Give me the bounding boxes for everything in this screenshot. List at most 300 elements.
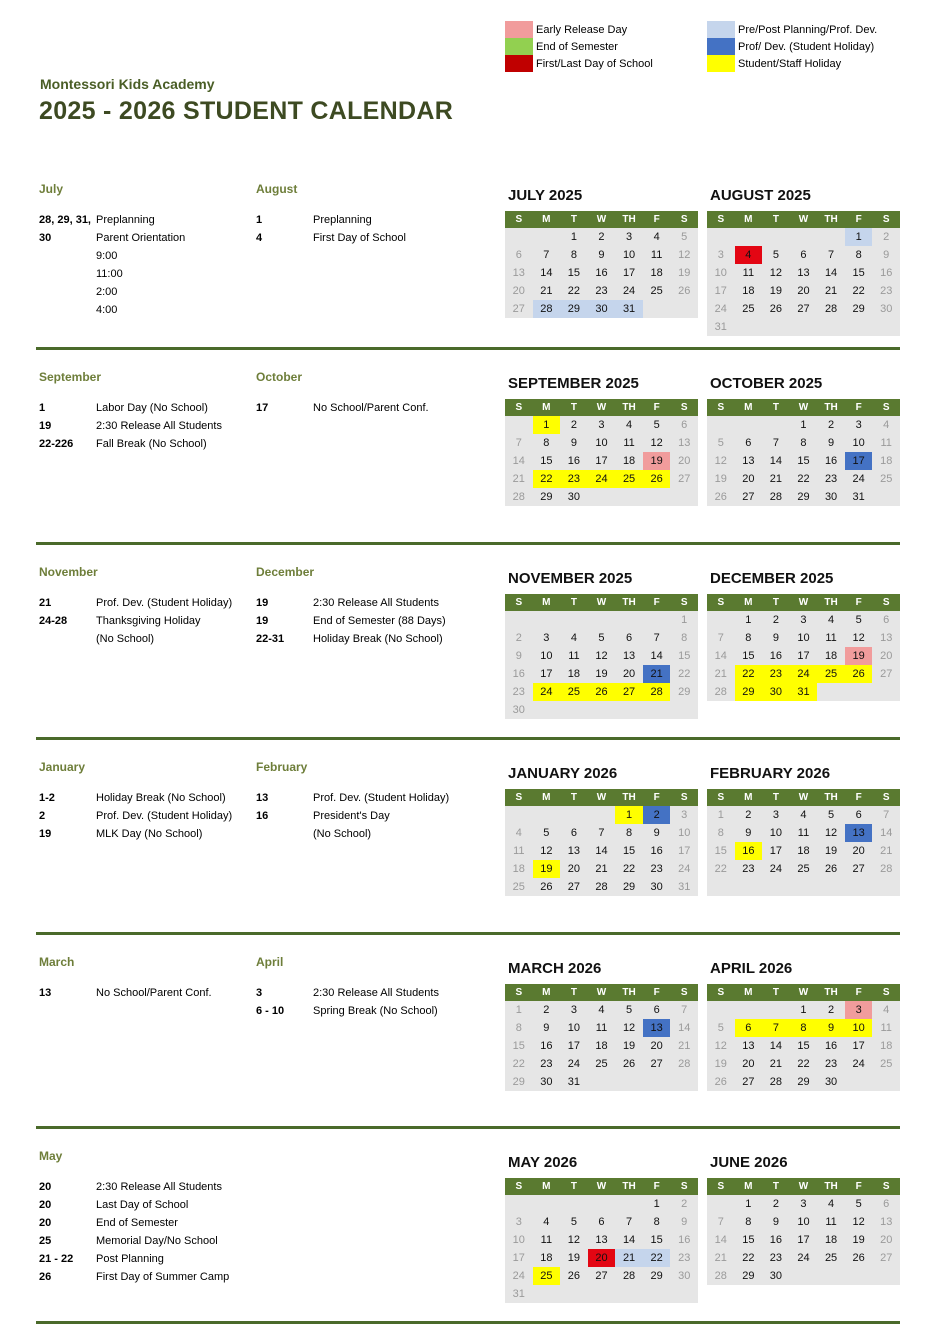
day-cell: 15 <box>622 845 636 857</box>
day-cell <box>790 878 818 896</box>
day-cell: 19 <box>769 285 783 297</box>
day-cell: 12 <box>852 632 865 644</box>
event-list <box>256 792 471 846</box>
day-cell: 18 <box>540 1252 553 1264</box>
day-cell <box>872 1267 900 1285</box>
weekday-header: S <box>707 594 735 611</box>
month-heading: March <box>39 955 75 969</box>
day-cell: 29 <box>540 491 553 503</box>
day-cell: 24 <box>852 1058 865 1070</box>
day-cell: 21 <box>769 473 783 485</box>
day-cell: 13 <box>567 845 581 857</box>
event-row <box>39 1235 254 1253</box>
day-cell: 26 <box>852 1252 865 1264</box>
day-cell: 8 <box>681 632 688 644</box>
day-cell: 3 <box>570 1004 577 1016</box>
event-date: 22-226 <box>39 438 74 450</box>
day-cell <box>735 318 763 336</box>
day-cell: 23 <box>824 1058 838 1070</box>
day-cell: 5 <box>626 1004 633 1016</box>
calendar-grid <box>707 399 900 506</box>
event-row <box>39 232 254 250</box>
day-cell: 30 <box>650 881 663 893</box>
day-cell: 25 <box>797 863 810 875</box>
calendar-grid <box>707 594 900 701</box>
legend-label: Pre/Post Planning/Prof. Dev. <box>738 23 878 36</box>
day-cell: 25 <box>595 1058 608 1070</box>
day-cell <box>588 488 616 506</box>
weekday-header: S <box>707 211 735 228</box>
weekday-header: F <box>845 1178 873 1195</box>
day-cell: 16 <box>769 1234 783 1246</box>
weekday-header: W <box>790 1178 818 1195</box>
day-cell: 19 <box>567 1252 581 1264</box>
day-cell: 29 <box>512 1076 525 1088</box>
day-cell: 18 <box>595 1040 608 1052</box>
event-row <box>256 633 471 651</box>
weekday-header: S <box>505 211 533 228</box>
day-cell: 11 <box>595 1022 608 1034</box>
day-cell <box>872 318 900 336</box>
month-heading: November <box>39 565 98 579</box>
day-cell: 24 <box>512 1270 525 1282</box>
day-cell: 27 <box>512 303 525 315</box>
event-date: 28, 29, 31, <box>39 214 91 226</box>
day-cell: 23 <box>742 863 755 875</box>
event-description: Holiday Break (No School) <box>96 792 226 804</box>
month-calendar <box>505 1148 698 1303</box>
day-cell: 21 <box>540 285 553 297</box>
day-cell: 7 <box>762 1019 790 1037</box>
day-cell: 25 <box>533 1267 561 1285</box>
day-cell: 16 <box>678 1234 691 1246</box>
day-cell <box>707 1001 735 1019</box>
day-cell: 12 <box>824 827 838 839</box>
event-row <box>256 232 471 250</box>
day-cell: 26 <box>714 491 727 503</box>
legend-item-prof-dev <box>707 38 874 55</box>
day-cell: 18 <box>880 1040 893 1052</box>
day-cell: 31 <box>567 1076 581 1088</box>
day-cell: 9 <box>772 1216 779 1228</box>
month-heading: July <box>39 182 64 196</box>
day-cell: 31 <box>512 1288 525 1300</box>
month-heading: August <box>256 182 298 196</box>
day-cell: 7 <box>883 809 890 821</box>
day-cell <box>872 683 900 701</box>
day-cell: 13 <box>742 1040 755 1052</box>
day-cell: 6 <box>745 437 752 449</box>
day-cell <box>735 228 763 246</box>
section-divider <box>36 737 900 740</box>
day-cell: 24 <box>852 473 865 485</box>
day-cell: 26 <box>540 881 553 893</box>
day-cell: 12 <box>769 267 783 279</box>
legend-swatch <box>505 55 533 72</box>
event-date: 1-2 <box>39 792 55 804</box>
day-cell <box>762 228 790 246</box>
weekday-header: F <box>845 399 873 416</box>
day-cell: 11 <box>742 267 755 279</box>
day-cell: 9 <box>570 437 577 449</box>
day-cell: 17 <box>769 845 783 857</box>
day-cell: 11 <box>540 1234 553 1246</box>
day-cell: 26 <box>643 470 671 488</box>
event-description: Prof. Dev. (Student Holiday) <box>96 597 233 609</box>
day-cell <box>790 1267 818 1285</box>
day-cell: 18 <box>567 668 581 680</box>
day-cell: 28 <box>824 303 838 315</box>
day-cell <box>817 683 845 701</box>
day-cell: 14 <box>769 1040 783 1052</box>
day-cell: 30 <box>567 491 581 503</box>
day-cell: 23 <box>595 285 608 297</box>
event-description: Parent Orientation <box>96 232 186 244</box>
day-cell <box>845 683 873 701</box>
month-calendar <box>707 564 900 701</box>
calendar-grid <box>505 399 698 506</box>
day-cell: 22 <box>622 863 636 875</box>
event-date: 21 - 22 <box>39 1253 74 1265</box>
day-cell <box>817 228 845 246</box>
weekday-header: M <box>735 399 763 416</box>
day-cell <box>643 1285 671 1303</box>
event-row <box>39 597 254 615</box>
event-date: 16 <box>256 810 269 822</box>
weekday-header: TH <box>817 594 845 611</box>
month-heading: September <box>39 370 102 384</box>
day-cell: 30 <box>824 1076 838 1088</box>
day-cell: 7 <box>626 1216 633 1228</box>
day-cell <box>817 1267 845 1285</box>
event-row <box>39 1271 254 1289</box>
month-heading: December <box>256 565 315 579</box>
day-cell: 25 <box>880 473 893 485</box>
weekday-header: S <box>872 1178 900 1195</box>
day-cell: 15 <box>742 650 755 662</box>
day-cell: 16 <box>735 842 763 860</box>
day-cell <box>670 701 698 719</box>
day-cell: 18 <box>824 650 838 662</box>
day-cell: 23 <box>824 473 838 485</box>
legend-item-holiday <box>707 55 841 72</box>
day-cell: 23 <box>540 1058 553 1070</box>
day-cell: 11 <box>880 1022 892 1034</box>
day-cell <box>707 878 735 896</box>
day-cell: 17 <box>622 267 636 279</box>
day-cell: 21 <box>643 665 671 683</box>
day-cell: 2 <box>643 806 671 824</box>
day-cell: 16 <box>824 1040 838 1052</box>
day-cell: 15 <box>678 650 691 662</box>
day-cell <box>762 416 790 434</box>
day-cell: 12 <box>714 1040 727 1052</box>
event-description: Labor Day (No School) <box>96 402 208 414</box>
day-cell <box>643 1073 671 1091</box>
day-cell <box>533 228 561 246</box>
day-cell <box>615 611 643 629</box>
day-cell: 20 <box>512 285 525 297</box>
day-cell: 1 <box>845 228 873 246</box>
day-cell: 30 <box>824 491 838 503</box>
day-cell: 27 <box>615 683 643 701</box>
month-heading: February <box>256 760 308 774</box>
day-cell: 4 <box>883 1004 890 1016</box>
day-cell: 1 <box>800 419 807 431</box>
event-description: 9:00 <box>96 250 118 262</box>
weekday-header: TH <box>615 594 643 611</box>
day-cell: 19 <box>714 1058 727 1070</box>
day-cell: 30 <box>762 683 790 701</box>
event-row <box>39 1199 254 1217</box>
weekday-header: S <box>707 789 735 806</box>
weekday-header: W <box>790 211 818 228</box>
weekday-header: S <box>707 1178 735 1195</box>
weekday-header: M <box>533 984 561 1001</box>
calendar-title: MAY 2026 <box>508 1154 578 1171</box>
event-description: Preplanning <box>313 214 372 226</box>
weekday-header: S <box>670 399 698 416</box>
event-date: 26 <box>39 1271 52 1283</box>
day-cell: 6 <box>515 249 522 261</box>
day-cell <box>762 318 790 336</box>
event-row <box>39 987 254 1005</box>
day-cell: 19 <box>678 267 691 279</box>
day-cell: 12 <box>567 1234 581 1246</box>
day-cell: 3 <box>855 419 862 431</box>
day-cell: 19 <box>824 845 838 857</box>
day-cell: 16 <box>595 267 608 279</box>
day-cell <box>872 878 900 896</box>
day-cell: 1 <box>745 1198 752 1210</box>
day-cell: 22 <box>643 1249 671 1267</box>
day-cell: 10 <box>769 827 783 839</box>
day-cell: 8 <box>717 827 724 839</box>
day-cell <box>505 228 533 246</box>
day-cell: 25 <box>560 683 588 701</box>
day-cell: 29 <box>742 1270 755 1282</box>
day-cell: 10 <box>622 249 636 261</box>
day-cell: 12 <box>540 845 553 857</box>
event-date: 19 <box>256 615 269 627</box>
day-cell: 10 <box>512 1234 525 1246</box>
day-cell: 4 <box>598 1004 605 1016</box>
weekday-header: F <box>845 211 873 228</box>
day-cell: 19 <box>595 668 608 680</box>
legend-item-planning <box>707 21 877 38</box>
day-cell: 7 <box>653 632 660 644</box>
day-cell: 21 <box>512 473 525 485</box>
day-cell <box>560 806 588 824</box>
day-cell: 14 <box>512 455 525 467</box>
day-cell: 28 <box>769 491 783 503</box>
day-cell: 13 <box>880 632 893 644</box>
day-cell: 2 <box>772 1198 779 1210</box>
calendar-grid <box>505 1178 698 1303</box>
event-date: 2 <box>39 810 46 822</box>
event-description: Fall Break (No School) <box>96 438 207 450</box>
weekday-header: M <box>533 399 561 416</box>
day-cell: 25 <box>824 1252 838 1264</box>
weekday-header: TH <box>817 789 845 806</box>
day-cell <box>505 1195 533 1213</box>
day-cell: 6 <box>800 249 807 261</box>
day-cell <box>872 1073 900 1091</box>
day-cell: 14 <box>622 1234 636 1246</box>
day-cell: 7 <box>681 1004 688 1016</box>
weekday-header: S <box>872 211 900 228</box>
weekday-header: T <box>560 984 588 1001</box>
weekday-header: TH <box>817 399 845 416</box>
day-cell: 29 <box>797 491 810 503</box>
legend-item-end-of-semester <box>505 38 618 55</box>
weekday-header: F <box>643 399 671 416</box>
day-cell: 18 <box>797 845 810 857</box>
day-cell: 12 <box>595 650 608 662</box>
weekday-header: TH <box>615 211 643 228</box>
event-date: 30 <box>39 232 52 244</box>
day-cell: 17 <box>595 455 608 467</box>
month-calendar <box>505 181 698 318</box>
event-date: 3 <box>256 987 263 999</box>
day-cell: 25 <box>512 881 525 893</box>
day-cell: 27 <box>852 863 865 875</box>
day-cell <box>735 878 763 896</box>
day-cell: 3 <box>800 1198 807 1210</box>
weekday-header: TH <box>615 1178 643 1195</box>
day-cell: 28 <box>880 863 893 875</box>
day-cell: 7 <box>515 437 522 449</box>
day-cell: 20 <box>650 1040 663 1052</box>
weekday-header: F <box>643 1178 671 1195</box>
day-cell: 11 <box>513 845 525 857</box>
day-cell: 27 <box>880 1252 893 1264</box>
day-cell: 30 <box>678 1270 691 1282</box>
day-cell <box>670 1073 698 1091</box>
day-cell: 24 <box>797 1252 810 1264</box>
day-cell: 30 <box>588 300 616 318</box>
day-cell: 30 <box>540 1076 553 1088</box>
day-cell: 23 <box>769 1252 783 1264</box>
day-cell: 22 <box>852 285 865 297</box>
day-cell: 13 <box>845 824 873 842</box>
weekday-header: S <box>707 399 735 416</box>
day-cell <box>505 416 533 434</box>
event-date: 19 <box>256 597 269 609</box>
day-cell: 31 <box>714 321 727 333</box>
calendar-title: AUGUST 2025 <box>710 187 811 204</box>
day-cell: 22 <box>742 1252 755 1264</box>
day-cell: 31 <box>790 683 818 701</box>
day-cell <box>643 611 671 629</box>
weekday-header: S <box>505 789 533 806</box>
calendar-title: APRIL 2026 <box>710 960 793 977</box>
day-cell: 20 <box>797 285 810 297</box>
day-cell: 4 <box>828 1198 835 1210</box>
day-cell: 21 <box>615 1249 643 1267</box>
day-cell: 8 <box>745 1216 752 1228</box>
day-cell: 23 <box>678 1252 691 1264</box>
day-cell: 9 <box>543 1022 550 1034</box>
day-cell: 6 <box>883 614 890 626</box>
event-description: 2:30 Release All Students <box>313 987 439 999</box>
day-cell: 23 <box>762 665 790 683</box>
section-divider <box>36 1126 900 1129</box>
event-description: (No School) <box>313 828 372 840</box>
calendar-title: FEBRUARY 2026 <box>710 765 831 782</box>
day-cell: 26 <box>845 665 873 683</box>
day-cell: 21 <box>595 863 608 875</box>
day-cell: 10 <box>797 1216 810 1228</box>
event-date: 22-31 <box>256 633 285 645</box>
day-cell: 9 <box>817 1019 845 1037</box>
day-cell: 8 <box>855 249 862 261</box>
event-row <box>39 250 254 268</box>
day-cell: 7 <box>828 249 835 261</box>
day-cell: 8 <box>653 1216 660 1228</box>
day-cell: 25 <box>615 470 643 488</box>
weekday-header: M <box>735 1178 763 1195</box>
weekday-header: S <box>505 399 533 416</box>
day-cell: 5 <box>570 1216 577 1228</box>
day-cell: 7 <box>772 437 779 449</box>
event-description: Memorial Day/No School <box>96 1235 218 1247</box>
weekday-header: S <box>505 594 533 611</box>
day-cell: 22 <box>678 668 691 680</box>
day-cell: 30 <box>512 704 525 716</box>
day-cell: 20 <box>742 1058 755 1070</box>
event-description: Spring Break (No School) <box>313 1005 438 1017</box>
day-cell <box>533 1195 561 1213</box>
weekday-header: F <box>643 984 671 1001</box>
event-description: Holiday Break (No School) <box>313 633 443 645</box>
day-cell <box>735 416 763 434</box>
weekday-header: W <box>588 399 616 416</box>
day-cell: 15 <box>797 455 810 467</box>
day-cell: 15 <box>852 267 865 279</box>
day-cell: 29 <box>560 300 588 318</box>
weekday-header: S <box>707 984 735 1001</box>
day-cell: 2 <box>828 419 835 431</box>
month-calendar <box>505 954 698 1091</box>
day-cell: 14 <box>880 827 893 839</box>
day-cell: 4 <box>543 1216 550 1228</box>
day-cell: 12 <box>650 437 663 449</box>
day-cell: 22 <box>735 665 763 683</box>
event-list <box>256 214 471 250</box>
day-cell <box>615 701 643 719</box>
day-cell <box>533 806 561 824</box>
event-date: 17 <box>256 402 269 414</box>
day-cell: 14 <box>595 845 608 857</box>
day-cell: 9 <box>681 1216 688 1228</box>
day-cell: 9 <box>598 249 605 261</box>
event-row <box>256 810 471 828</box>
day-cell: 28 <box>643 683 671 701</box>
calendar-grid <box>505 211 698 318</box>
weekday-header: W <box>588 594 616 611</box>
day-cell: 14 <box>714 1234 727 1246</box>
day-cell: 4 <box>626 419 633 431</box>
event-list <box>39 214 254 322</box>
day-cell: 28 <box>769 1076 783 1088</box>
day-cell: 18 <box>622 455 636 467</box>
day-cell: 15 <box>650 1234 663 1246</box>
day-cell: 28 <box>533 300 561 318</box>
event-row <box>39 1253 254 1271</box>
day-cell: 4 <box>515 827 522 839</box>
calendar-grid <box>707 1178 900 1285</box>
